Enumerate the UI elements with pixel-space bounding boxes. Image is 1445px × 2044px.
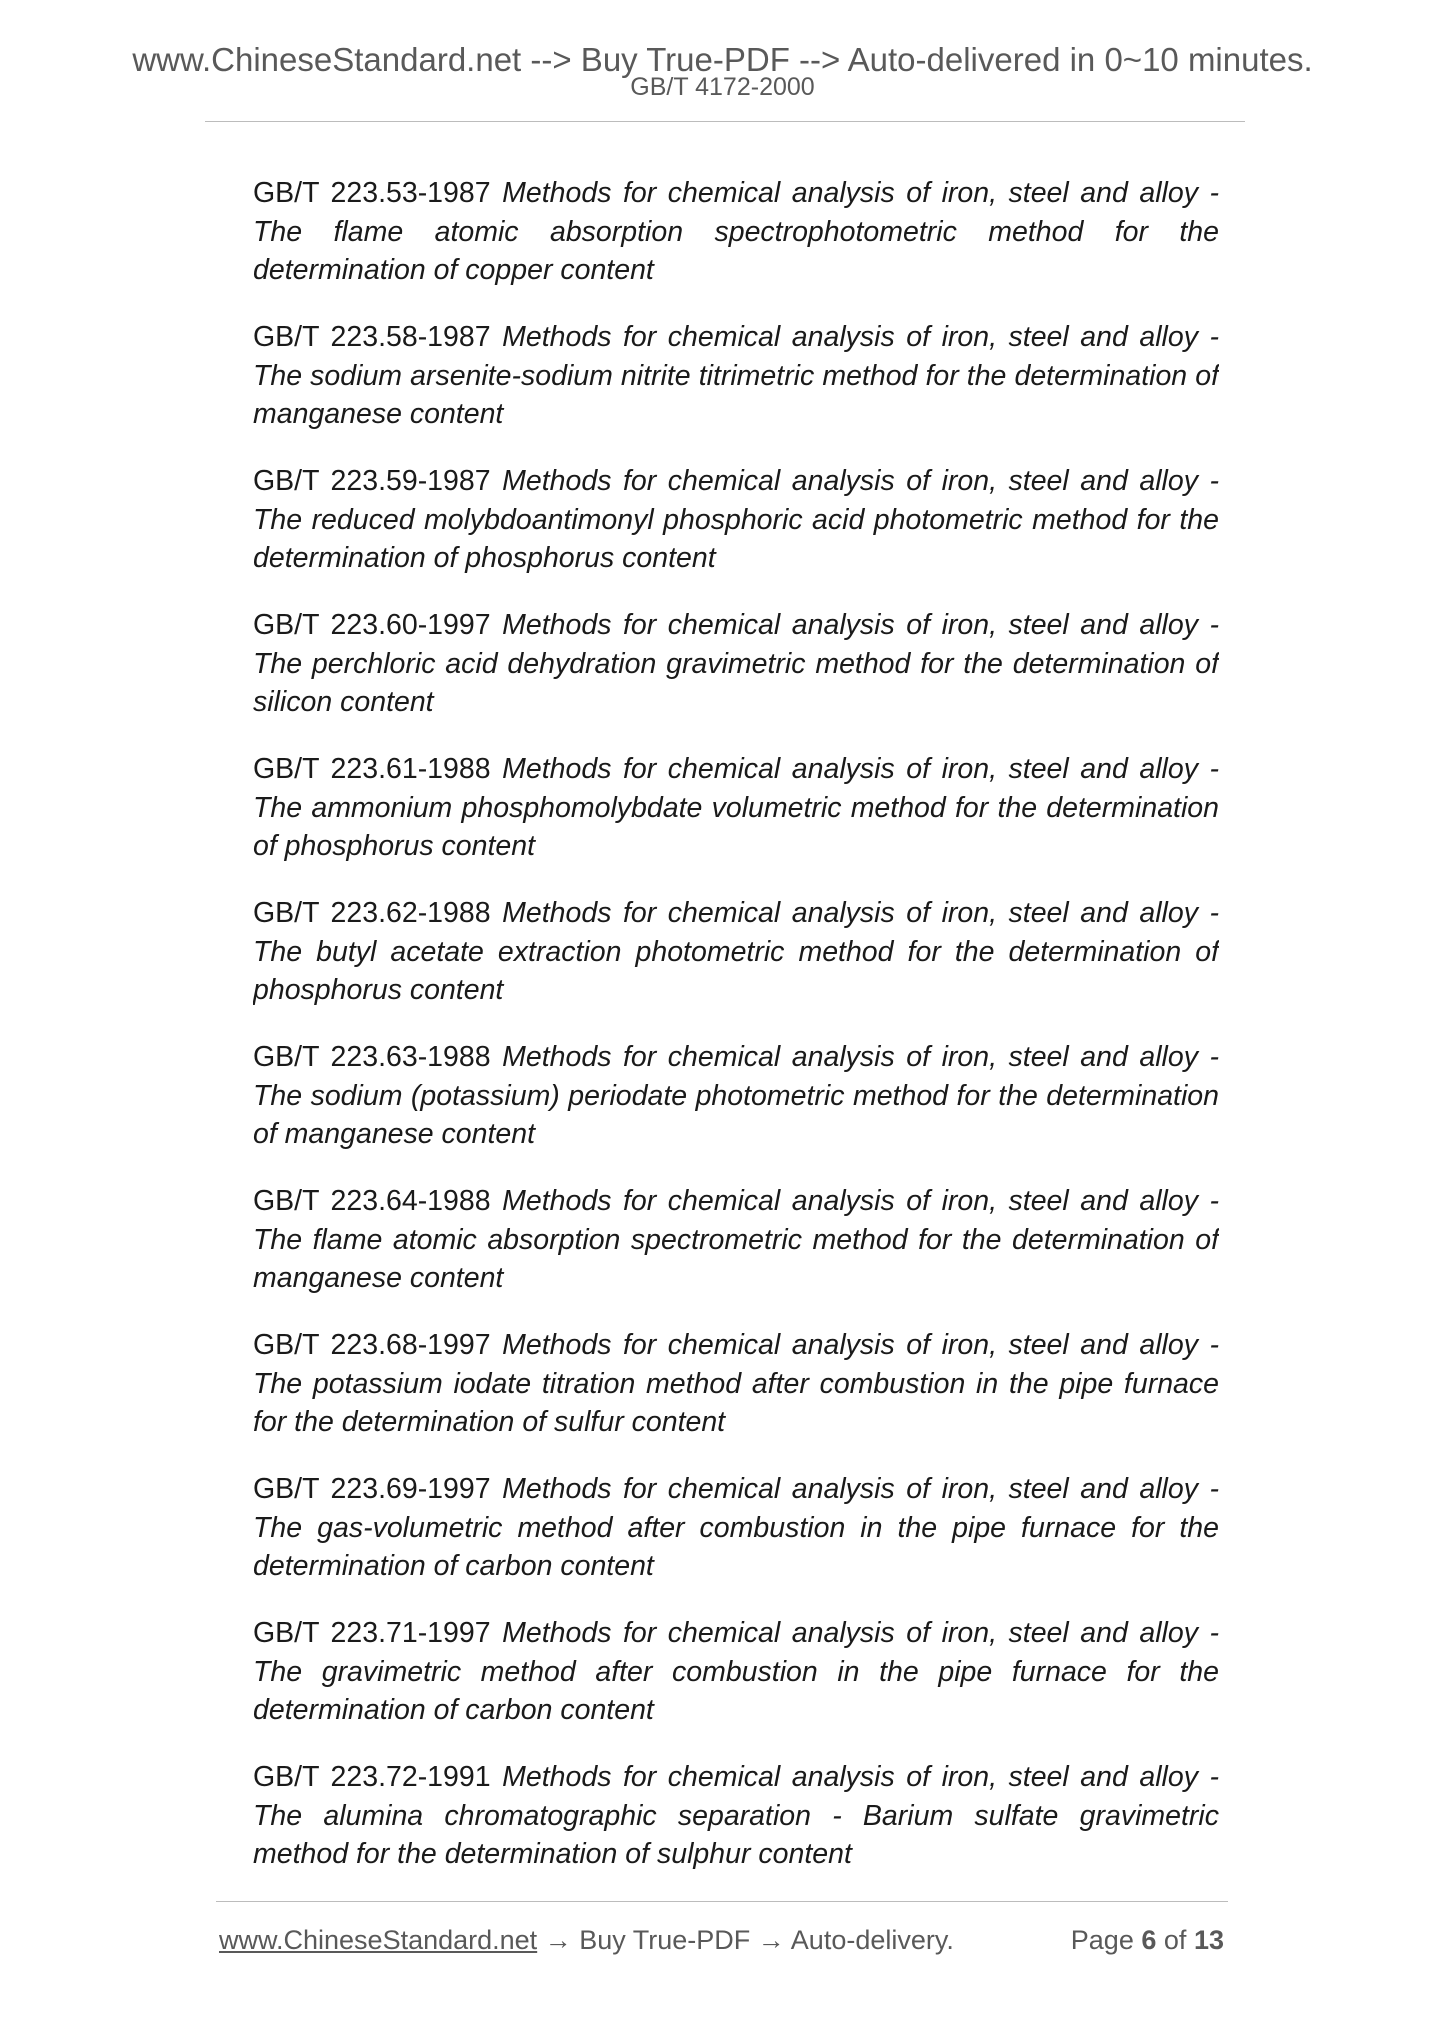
reference-entry: [253, 1758, 1219, 1874]
footer-divider: [216, 1901, 1228, 1902]
reference-code: GB/T 223.59-1987: [253, 465, 491, 497]
reference-code: GB/T 223.68-1997: [253, 1329, 491, 1361]
reference-code: GB/T 223.63-1988: [253, 1041, 491, 1073]
reference-title: Methods for chemical analysis of iron, steel and alloy - The alumina chromatographic separation - Barium sulfate gravimetric method for the determination of sulphur content: [253, 1761, 1219, 1870]
reference-title: Methods for chemical analysis of iron, steel and alloy - The sodium arsenite-sodium nitrite titrimetric method for the determination of manganese content: [253, 321, 1219, 430]
reference-entry: [253, 1470, 1219, 1586]
reference-title: Methods for chemical analysis of iron, steel and alloy - The gas-volumetric method after combustion in the pipe furnace for the determination of carbon content: [253, 1473, 1219, 1582]
reference-title: Methods for chemical analysis of iron, steel and alloy - The sodium (potassium) periodate photometric method for the determination of manganese content: [253, 1041, 1219, 1150]
reference-entry: [253, 750, 1219, 866]
page-indicator: [1071, 1922, 1224, 1958]
page-label: Page: [1070, 1925, 1134, 1955]
reference-entry: [253, 174, 1219, 290]
arrow-right-icon: →: [757, 1925, 785, 1955]
reference-code: GB/T 223.60-1997: [253, 609, 491, 641]
reference-entry: [253, 1614, 1219, 1730]
reference-title: Methods for chemical analysis of iron, steel and alloy - The perchloric acid dehydration gravimetric method for the determination of silicon content: [253, 609, 1219, 718]
reference-entry: [253, 1326, 1219, 1442]
reference-title: Methods for chemical analysis of iron, steel and alloy - The butyl acetate extraction photometric method for the determination of phosphorus content: [253, 897, 1219, 1006]
reference-title: Methods for chemical analysis of iron, steel and alloy - The potassium iodate titration method after combustion in the pipe furnace for the determination of sulfur content: [253, 1329, 1219, 1438]
reference-title: Methods for chemical analysis of iron, steel and alloy - The flame atomic absorption spectrophotometric method for the determination of copper content: [253, 177, 1219, 286]
footer-promo: [219, 1922, 954, 1958]
reference-title: Methods for chemical analysis of iron, steel and alloy - The ammonium phosphomolybdate volumetric method for the determination of phosphorus content: [253, 753, 1219, 862]
reference-code: GB/T 223.61-1988: [253, 753, 491, 785]
reference-entry: [253, 318, 1219, 434]
reference-entry: [253, 894, 1219, 1010]
reference-title: Methods for chemical analysis of iron, steel and alloy - The reduced molybdoantimonyl phosphoric acid photometric method for the determination of phosphorus content: [253, 465, 1219, 574]
reference-title: Methods for chemical analysis of iron, steel and alloy - The flame atomic absorption spectrometric method for the determination of manganese content: [253, 1185, 1219, 1294]
reference-entry: [253, 462, 1219, 578]
page-current: 6: [1141, 1925, 1157, 1955]
footer-delivery-text: Auto-delivery.: [790, 1925, 954, 1955]
arrow-right-icon: →: [544, 1925, 572, 1955]
footer-buy-text: Buy True-PDF: [579, 1925, 751, 1955]
of-label: of: [1163, 1925, 1187, 1955]
header-divider: [205, 121, 1245, 122]
reference-title: Methods for chemical analysis of iron, steel and alloy - The gravimetric method after combustion in the pipe furnace for the determination of carbon content: [253, 1617, 1219, 1726]
reference-entry: [253, 1182, 1219, 1298]
top-banner: www.ChineseStandard.net --> Buy True-PDF --> Auto-delivered in 0~10 minutes.: [132, 41, 1313, 78]
document-code: GB/T 4172-2000: [630, 73, 815, 101]
reference-code: GB/T 223.72-1991: [253, 1761, 491, 1793]
reference-entry: [253, 606, 1219, 722]
page-total: 13: [1193, 1925, 1224, 1955]
footer-site-link[interactable]: www.ChineseStandard.net: [219, 1925, 538, 1955]
reference-code: GB/T 223.62-1988: [253, 897, 491, 929]
reference-code: GB/T 223.69-1997: [253, 1473, 491, 1505]
reference-entry: [253, 1038, 1219, 1154]
reference-list: [253, 174, 1219, 1902]
reference-code: GB/T 223.53-1987: [253, 177, 491, 209]
page-footer: [219, 1922, 1224, 1958]
reference-code: GB/T 223.71-1997: [253, 1617, 491, 1649]
reference-code: GB/T 223.58-1987: [253, 321, 491, 353]
reference-code: GB/T 223.64-1988: [253, 1185, 491, 1217]
